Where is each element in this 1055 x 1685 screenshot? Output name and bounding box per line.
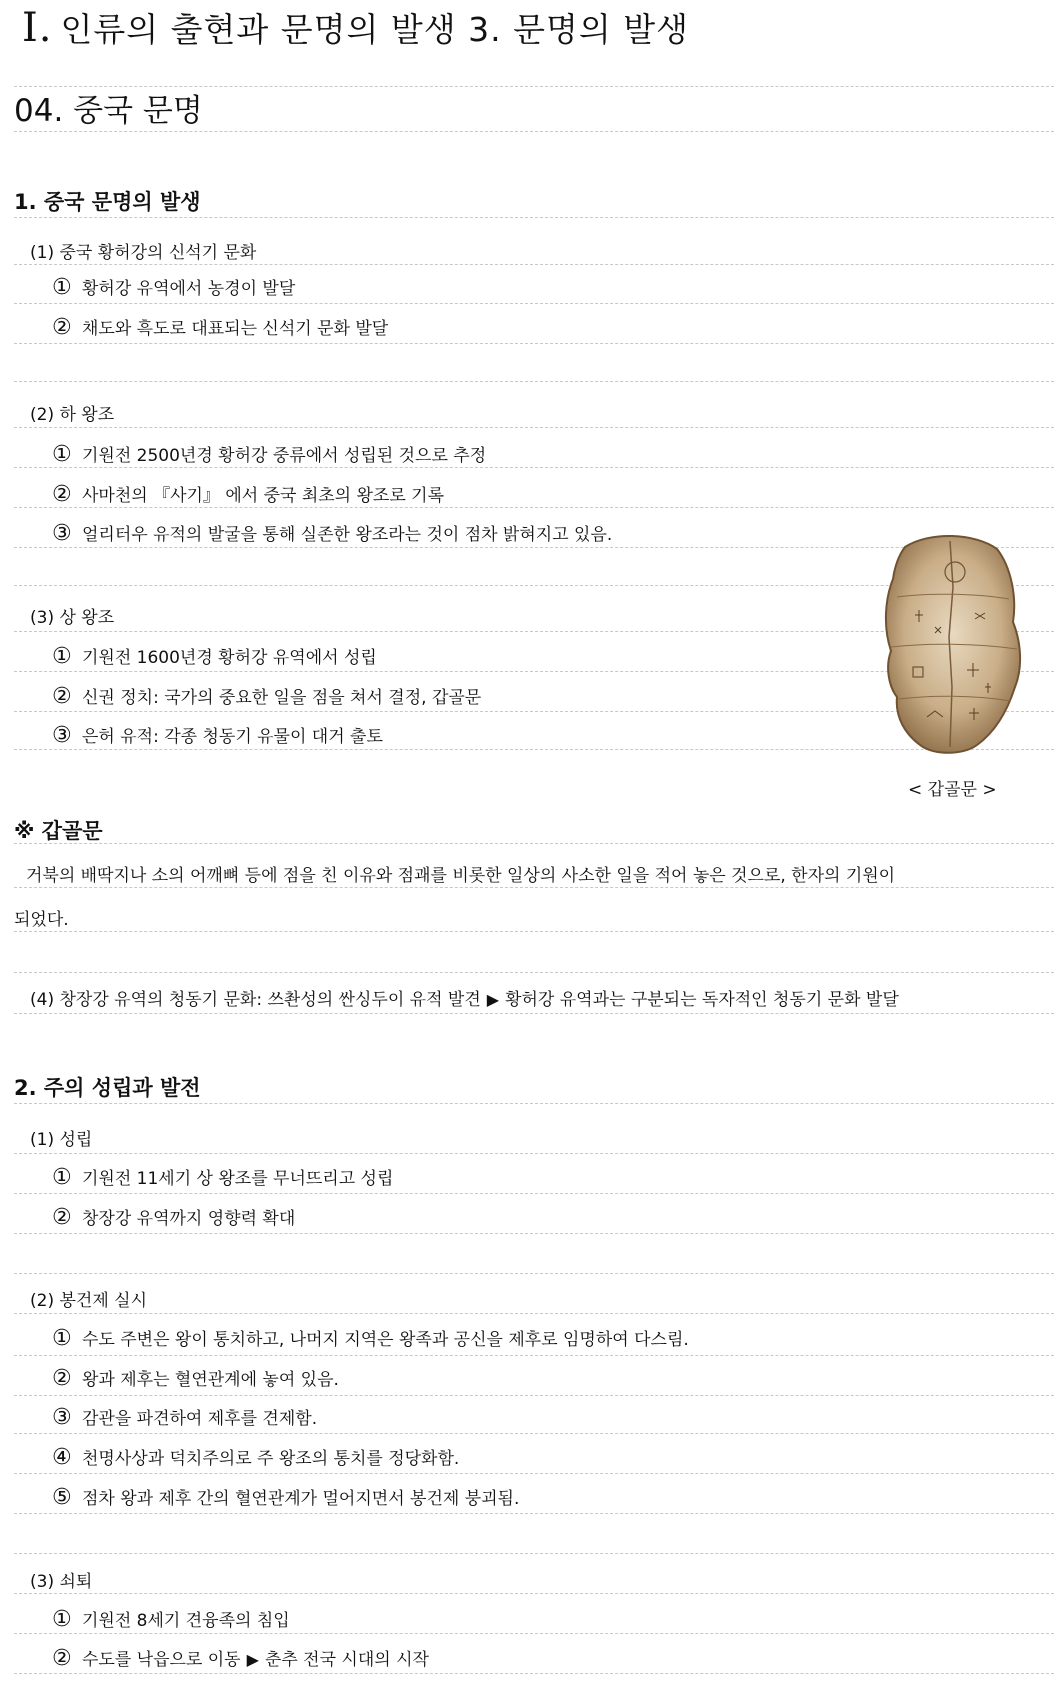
list-item: ① 기원전 2500년경 황허강 중류에서 성립된 것으로 추정	[52, 442, 487, 467]
divider	[14, 988, 1054, 1014]
section-heading: 2. 주의 성립과 발전	[14, 1076, 201, 1100]
subsection-title: (4) 창장강 유역의 청동기 문화: 쓰촨성의 싼싱두이 유적 발견 ▶ 황허강 유역과는 구분되는 독자적인 청동기 문화 발달	[30, 990, 899, 1010]
divider	[14, 90, 1054, 132]
subsection-title: (2) 봉건제 실시	[30, 1291, 147, 1311]
list-item: ① 수도 주변은 왕이 통치하고, 나머지 지역은 왕족과 공신을 제후로 임명하여 다스림.	[52, 1326, 689, 1351]
divider	[14, 318, 1054, 344]
subsection-title: (2) 하 왕조	[30, 405, 115, 425]
divider	[14, 1448, 1054, 1474]
divider	[14, 1074, 1054, 1104]
note-line: 거북의 배딱지나 소의 어깨뼈 등에 점을 친 이유와 점괘를 비롯한 일상의 사소한 일을 적어 놓은 것으로, 한자의 기원이	[26, 866, 896, 886]
divider	[14, 1288, 1054, 1314]
divider	[14, 1408, 1054, 1434]
divider	[14, 190, 1054, 218]
divider	[14, 1528, 1054, 1554]
arrow-icon: ▶	[246, 1650, 259, 1669]
divider	[14, 1608, 1054, 1634]
roman-numeral: Ⅰ.	[22, 5, 53, 51]
subsection-title: (1) 중국 황허강의 신석기 문화	[30, 243, 257, 263]
divider	[14, 240, 1054, 265]
divider	[14, 47, 1054, 87]
note-heading: ※ 갑골문	[14, 819, 103, 843]
divider	[14, 945, 1054, 973]
list-item: ① 기원전 11세기 상 왕조를 무너뜨리고 성립	[52, 1165, 394, 1190]
page-title	[22, 4, 689, 51]
note-line: 되었다.	[14, 910, 69, 930]
divider	[14, 858, 1054, 888]
list-item: ② 왕과 제후는 혈연관계에 놓여 있음.	[52, 1366, 339, 1391]
divider	[14, 442, 1054, 468]
list-item: ② 신권 정치: 국가의 중요한 일을 점을 쳐서 결정, 갑골문	[52, 684, 482, 709]
chapter-title: 인류의 출현과 문명의 발생 3. 문명의 발생	[60, 10, 689, 49]
divider	[14, 1126, 1054, 1154]
divider	[14, 1248, 1054, 1274]
divider	[14, 1168, 1054, 1194]
list-item: ③ 얼리터우 유적의 발굴을 통해 실존한 왕조라는 것이 점차 밝혀지고 있음.	[52, 521, 613, 546]
list-item: ⑤ 점차 왕과 제후 간의 혈연관계가 멀어지면서 봉건제 붕괴됨.	[52, 1485, 520, 1510]
divider	[14, 482, 1054, 508]
list-item: ④ 천명사상과 덕치주의로 주 왕조의 통치를 정당화함.	[52, 1445, 460, 1470]
list-item: ③ 감관을 파견하여 제후를 견제함.	[52, 1405, 318, 1430]
list-item: ① 황허강 유역에서 농경이 발달	[52, 275, 296, 300]
list-item: ② 사마천의 『사기』 에서 중국 최초의 왕조로 기록	[52, 482, 445, 507]
section-heading: 1. 중국 문명의 발생	[14, 190, 201, 214]
list-item: ① 기원전 8세기 견융족의 침입	[52, 1607, 290, 1632]
image-caption: < 갑골문 >	[908, 780, 997, 800]
divider	[14, 356, 1054, 382]
list-item: ③ 은허 유적: 각종 청동기 유물이 대거 출토	[52, 723, 383, 748]
subsection-title: (1) 성립	[30, 1130, 93, 1150]
divider	[14, 818, 1054, 844]
list-item: ② 창장강 유역까지 영향력 확대	[52, 1205, 296, 1230]
arrow-icon: ▶	[486, 990, 500, 1009]
subsection-title: (3) 상 왕조	[30, 608, 115, 628]
divider	[14, 1488, 1054, 1514]
divider	[14, 1330, 1054, 1356]
divider	[14, 278, 1054, 304]
divider	[14, 1208, 1054, 1234]
divider	[14, 902, 1054, 932]
divider	[14, 1570, 1054, 1594]
page-subtitle: 04. 중국 문명	[14, 93, 203, 129]
divider	[14, 1370, 1054, 1396]
oracle-bone-image	[875, 527, 1025, 759]
list-item: ② 수도를 낙읍으로 이동 ▶ 춘추 전국 시대의 시작	[52, 1646, 429, 1671]
divider	[14, 402, 1054, 428]
subsection-title: (3) 쇠퇴	[30, 1572, 93, 1592]
list-item: ① 기원전 1600년경 황허강 유역에서 성립	[52, 644, 377, 669]
list-item: ② 채도와 흑도로 대표되는 신석기 문화 발달	[52, 315, 389, 340]
divider	[14, 1648, 1054, 1674]
